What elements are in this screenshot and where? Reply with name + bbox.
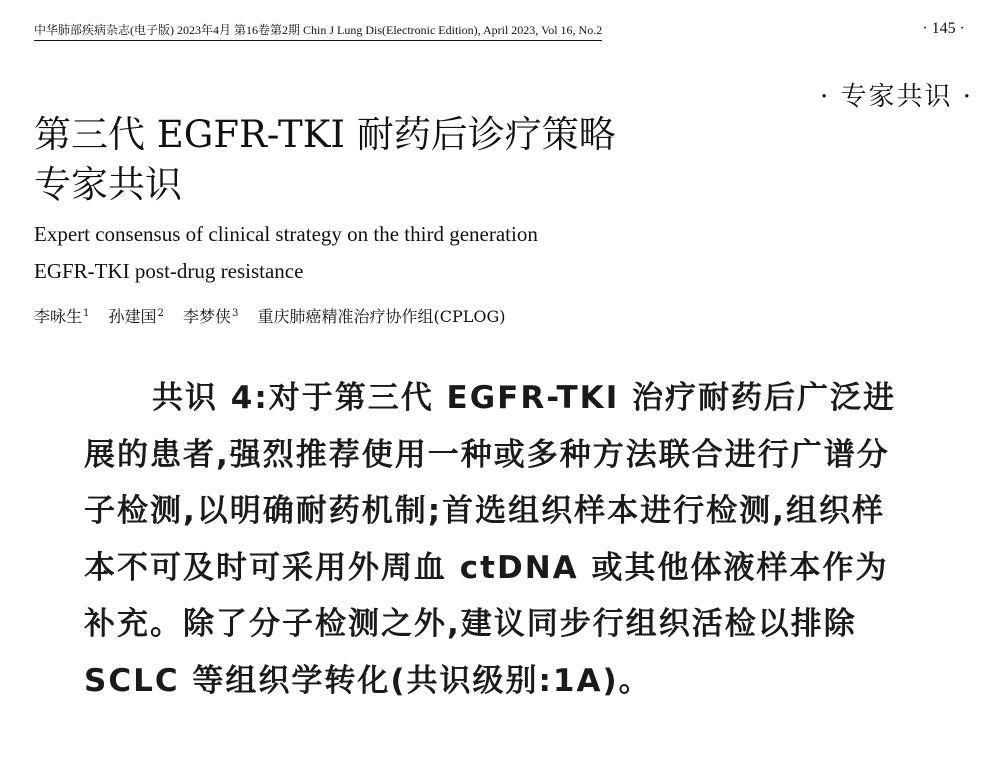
author-name: 孙建国 (108, 307, 157, 327)
collaborative-group: 重庆肺癌精准治疗协作组(CPLOG) (257, 307, 506, 327)
author-affiliation: 1 (83, 308, 90, 319)
author-affiliation: 2 (157, 308, 164, 319)
author-list (34, 302, 519, 329)
page-number: · 145 · (922, 20, 965, 37)
author-name: 李梦侠 (182, 307, 231, 327)
title-cn-line1: 第三代 EGFR-TKI 耐药后诊疗策略 (34, 113, 616, 156)
journal-header: 中华肺部疾病杂志(电子版) 2023年4月 第16卷第2期 Chin J Lung Dis(Electronic Edition), April 2023, Vol 16, No.2 (34, 22, 602, 41)
title-cn-line2: 专家共识 (34, 163, 182, 206)
author (34, 307, 89, 326)
title-en-line1: Expert consensus of clinical strategy on the third generation (34, 222, 538, 246)
author (108, 307, 163, 326)
author-name: 李咏生 (34, 307, 83, 327)
title-en-line2: EGFR-TKI post-drug resistance (34, 259, 304, 283)
article-title-en (34, 216, 734, 290)
consensus-statement: 共识 4:对于第三代 EGFR-TKI 治疗耐药后广泛进展的患者,强烈推荐使用一种或多种方法联合进行广谱分子检测,以明确耐药机制;首选组织样本进行检测,组织样本不可及时可采用外周血 ctDNA 或其他体液样本作为补充。除了分子检测之外,建议同步行组织活检以排除 SCLC 等组织学转化(共识级别:1A)。 (84, 380, 897, 699)
section-tag: · 专家共识 · (819, 82, 973, 112)
author-affiliation: 3 (231, 308, 239, 319)
author (183, 307, 238, 326)
article-title-cn (34, 110, 694, 210)
